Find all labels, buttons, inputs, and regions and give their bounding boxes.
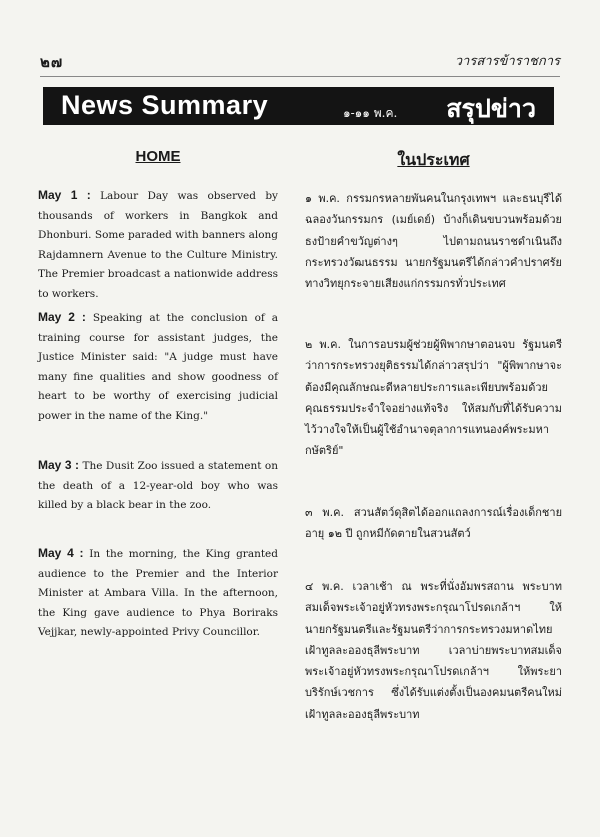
entry-date: May 4 : bbox=[38, 546, 84, 560]
entry-text: The Dusit Zoo issued a statement on the death of a 12-year-old boy who was killed by a black bear in the zoo. bbox=[38, 460, 278, 511]
entry-text: ในการอบรมผู้ช่วยผู้พิพากษาตอนจบ รัฐมนตรีว่าการกระทรวงยุติธรรมได้กล่าวสรุปว่า "ผู้พิพากษาจะต้องมีคุณลักษณะดีหลายประการและเพียบพร้อมด้วยคุณธรรมประจำใจอย่างแท้จริง ให้สมกับที่ได้รับความไว้วางใจให้เป็นผู้ใช้อำนาจตุลาการแทนองค์พระมหากษัตริย์" bbox=[305, 338, 562, 458]
entry-date: May 1 : bbox=[38, 188, 91, 202]
entry-text: เวลาเช้า ณ พระที่นั่งอัมพรสถาน พระบาทสมเด็จพระเจ้าอยู่หัวทรงพระกรุณาโปรดเกล้าฯ ให้นายกรัฐมนตรีและรัฐมนตรีว่าการกระทรวงมหาดไทยเฝ้าทูลละอองธุลีพระบาท เวลาบ่ายพระบาทสมเด็จพระเจ้าอยู่หัวทรงพระกรุณาโปรดเกล้าฯ ให้พระยาบริรักษ์เวชการ ซึ่งได้รับแต่งตั้งเป็นองคมนตรีคนใหม่เฝ้าทูลละอองธุลีพระบาท bbox=[305, 580, 562, 721]
entry-text: กรรมกรหลายพันคนในกรุงเทพฯ และธนบุรีได้ฉลองวันกรรมกร (เมย์เดย์) บ้างก็เดินขบวนพร้อมด้วยธงป้ายคำขวัญต่างๆ ไปตามถนนราชดำเนินถึงกระทรวงวัฒนธรรม นายกรัฐมนตรีได้กล่าวคำปราศรัยทางวิทยุกระจายเสียงแก่กรรมกรทั่วประเทศ bbox=[305, 192, 562, 291]
home-entry-may-4 bbox=[38, 544, 278, 643]
home-entry-may-2 bbox=[38, 308, 278, 426]
entry-text: Speaking at the conclusion of a training course for assistant judges, the Justice Minister said: "A judge must have many fine qualities and show goodness of heart to be worthy of exercising judicial power in the name of the King." bbox=[38, 312, 278, 422]
home-column bbox=[38, 148, 278, 638]
entry-text: สวนสัตว์ดุสิตได้ออกแถลงการณ์เรื่องเด็กชายอายุ ๑๒ ปี ถูกหมีกัดตายในสวนสัตว์ bbox=[305, 506, 563, 541]
entry-text: Labour Day was observed by thousands of workers in Bangkok and Dhonburi. Some paraded with banners along Rajdamnern Avenue to the Culture Ministry. The Premier broadcast a nationwide address to workers. bbox=[38, 190, 278, 300]
home-heading: HOME bbox=[135, 148, 181, 165]
home-entry-may-3 bbox=[38, 456, 278, 516]
header-rule bbox=[40, 76, 560, 77]
page-number: ๒๗ bbox=[40, 53, 64, 71]
domestic-entry-3 bbox=[305, 502, 562, 545]
domestic-entry-1 bbox=[305, 188, 562, 294]
banner-date: ๑-๑๑ พ.ค. bbox=[343, 106, 398, 120]
domestic-heading: ในประเทศ bbox=[397, 150, 470, 169]
banner-english-title: News Summary bbox=[61, 90, 269, 120]
banner-thai-title: สรุปข่าว bbox=[446, 94, 536, 123]
entry-text: In the morning, the King granted audience to the Premier and the Interior Minister at Ambara Villa. In the afternoon, the King gave audience to Phya Boriraks Vejjkar, newly-appointed Privy Councillor. bbox=[38, 548, 278, 638]
news-summary-banner bbox=[43, 87, 554, 125]
entry-date: ๔ พ.ค. bbox=[305, 580, 344, 593]
domestic-column bbox=[305, 148, 563, 721]
entry-date: ๓ พ.ค. bbox=[305, 506, 345, 519]
domestic-entry-2 bbox=[305, 334, 562, 462]
domestic-entry-4 bbox=[305, 576, 562, 725]
entry-date: ๒ พ.ค. bbox=[305, 338, 342, 351]
entry-date: ๑ พ.ค. bbox=[305, 192, 340, 205]
journal-title: วารสารข้าราชการ bbox=[454, 54, 560, 69]
entry-date: May 2 : bbox=[38, 310, 86, 324]
home-entry-may-1 bbox=[38, 186, 278, 304]
entry-date: May 3 : bbox=[38, 458, 79, 472]
